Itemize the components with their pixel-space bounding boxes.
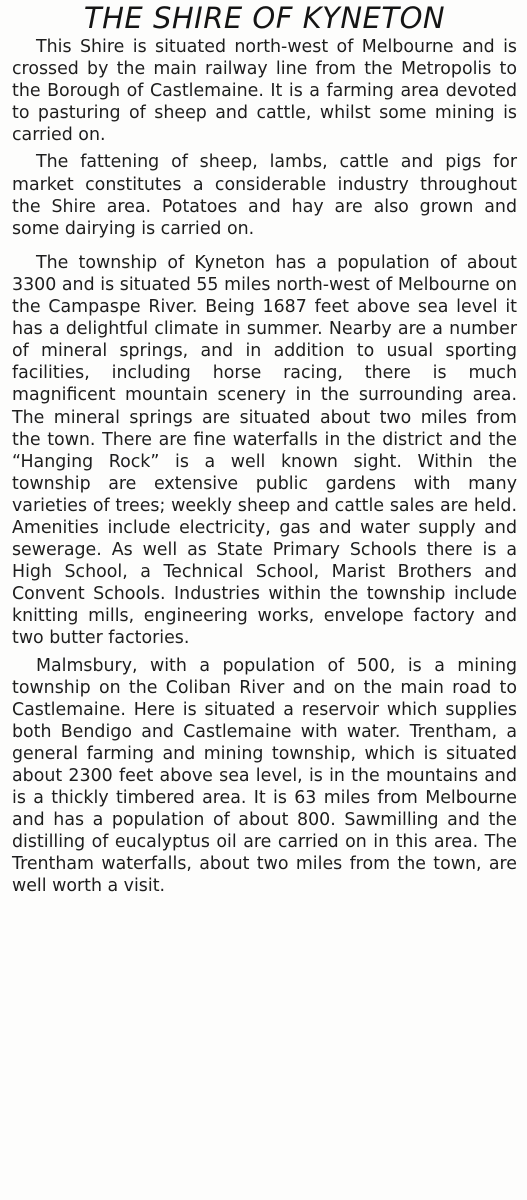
page-title: THE SHIRE OF KYNETON xyxy=(83,1,446,35)
paragraph-industry: The fattening of sheep, lambs, cattle and pigs for market constitutes a considerable industry throughout the Shire area. Potatoes and hay are also grown and some dairying is carried on. xyxy=(12,152,517,239)
paragraph-shire-overview: This Shire is situated north-west of Melbourne and is crossed by the main railway line from the Metropolis to the Borough of Castlemaine. It is a farming area devoted to pasturing of sheep and cattle, whilst some mining is carried on. xyxy=(12,37,517,146)
article-body xyxy=(12,36,517,898)
paragraph-kyneton-township: The township of Kyneton has a population of about 3300 and is situated 55 miles north-west of Melbourne on the Campaspe River. Being 1687 feet above sea level it has a delightful climate in summer. Nearby are a number of mineral springs, and in addition to usual sporting facilities, including horse racing, there is much magnificent mountain scenery in the surrounding area. The mineral springs are situated about two miles from the town. There are fine waterfalls in the district and the “Hanging Rock” is a well known sight. Within the township are extensive public gardens with many varieties of trees; weekly sheep and cattle sales are held. Amenities include electricity, gas and water supply and sewerage. As well as State Primary Schools there is a High School, a Technical School, Marist Brothers and Convent Schools. Industries within the township include knitting mills, engineering works, envelope factory and two butter factories. xyxy=(12,252,517,649)
paragraph-malmsbury-trentham: Malmsbury, with a population of 500, is a mining township on the Coliban River and on the main road to Castlemaine. Here is situated a reservoir which supplies both Bendigo and Castlemaine with water. Trentham, a general farming and mining township, which is situated about 2300 feet above sea level, is in the mountains and is a thickly timbered area. It is 63 miles from Melbourne and has a population of about 800. Sawmilling and the distilling of eucalyptus oil are carried on in this area. The Trentham waterfalls, about two miles from the town, are well worth a visit. xyxy=(12,655,517,897)
